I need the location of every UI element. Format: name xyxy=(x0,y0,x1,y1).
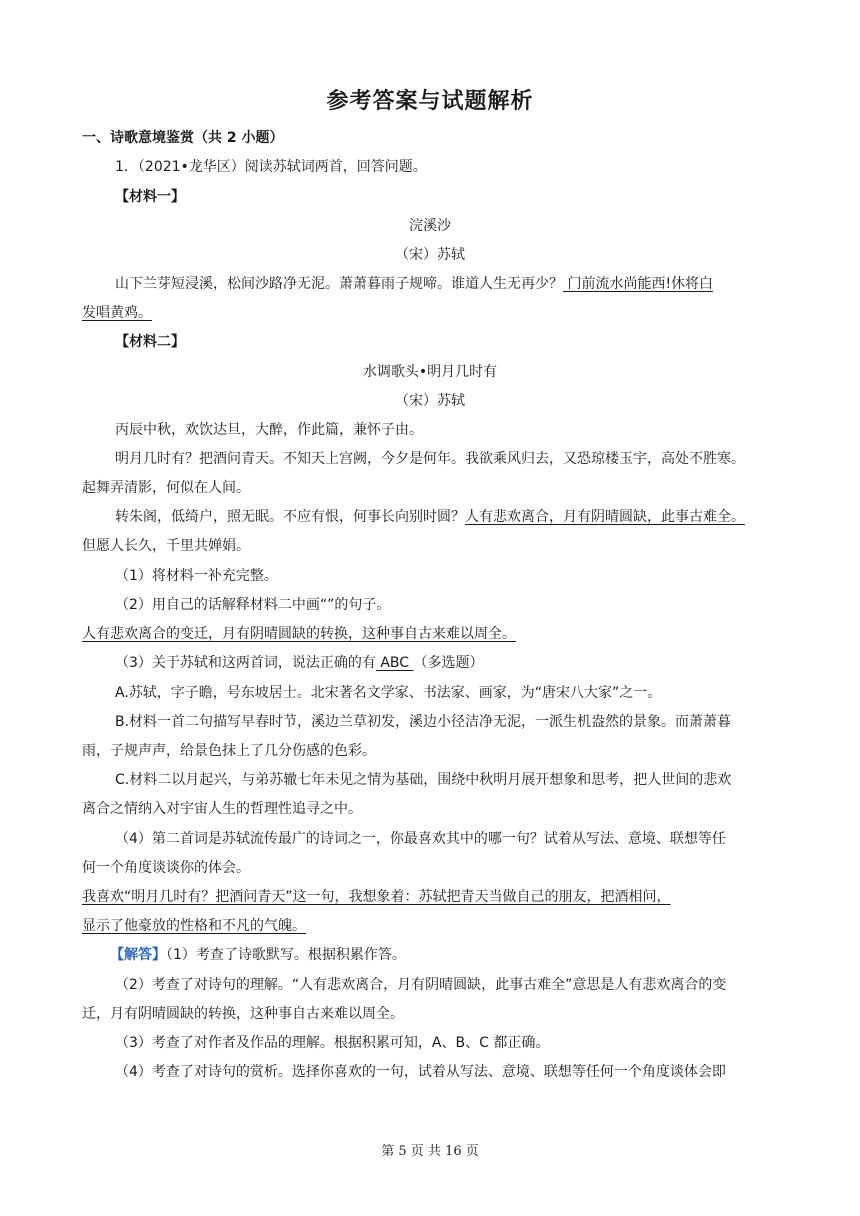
poem-1-fill-answer-cont: 发唱黄鸡。 xyxy=(82,305,152,321)
sub-question-4-line-2: 何一个角度谈谈你的体会。 xyxy=(82,860,250,876)
sub-question-4-answer-line-2 xyxy=(82,916,782,936)
poem-1-author: （宋）苏轼 xyxy=(395,247,465,263)
poem-1-text: 山下兰芽短浸溪，松间沙路净无泥。萧萧暮雨子规啼。谁道人生无再少？ xyxy=(115,276,563,292)
poem-2-author: （宋）苏轼 xyxy=(395,393,465,409)
poem-1-title: 浣溪沙 xyxy=(409,218,451,234)
poem-2-title: 水调歌头•明月几时有 xyxy=(362,364,498,380)
poem-2-underlined-sentence: 人有悲欢离合，月有阴晴圆缺，此事古难全。 xyxy=(465,509,745,525)
poem-1-fill-answer: 门前流水尚能西!休将白 xyxy=(563,276,714,292)
poem-2-preface: 丙辰中秋，欢饮达旦，大醉，作此篇，兼怀子由。 xyxy=(115,422,423,438)
solution-line-2a: （2）考查了对诗句的理解。“人有悲欢离合，月有阴晴圆缺，此事古难全”意思是人有悲欢离合的变 xyxy=(115,977,727,993)
page-title: 参考答案与试题解析 xyxy=(326,89,534,114)
solution-line-1 xyxy=(110,945,810,965)
sub-question-2-answer xyxy=(82,624,782,644)
option-c-line-1: C.材料二以月起兴，与弟苏辙七年未见之情为基础，围绕中秋明月展开想象和思考，把人世间的悲欢 xyxy=(115,772,732,788)
solution-line-2b: 迁，月有阴晴圆缺的转换，这种事自古来难以周全。 xyxy=(82,1006,404,1022)
sub-question-3-text: （3）关于苏轼和这两首词，说法正确的有 xyxy=(115,655,376,671)
option-b-line-2: 雨，子规声声，给景色抹上了几分伤感的色彩。 xyxy=(82,743,376,759)
sub-question-4-line-1: （4）第二首词是苏轼流传最广的诗词之一，你最喜欢其中的哪一句？试着从写法、意境、联想等任 xyxy=(115,831,726,847)
sub-question-3 xyxy=(115,653,815,673)
sub-question-4-answer-text-2: 显示了他豪放的性格和不凡的气魄。 xyxy=(82,918,306,934)
poem-1-line xyxy=(115,274,815,294)
poem-2-line-4: 但愿人长久，千里共婵娟。 xyxy=(82,538,250,554)
option-b-line-1: B.材料一首二句描写早春时节，溪边兰草初发，溪边小径洁净无泥，一派生机盎然的景象。而萧萧暮 xyxy=(115,714,732,730)
option-c-line-2: 离合之情纳入对宇宙人生的哲理性追寻之中。 xyxy=(82,801,362,817)
material-1-label: 【材料一】 xyxy=(115,189,185,205)
poem-2-line-2: 起舞弄清影，何似在人间。 xyxy=(82,480,250,496)
section-heading: 一、诗歌意境鉴赏（共 2 小题） xyxy=(82,130,284,146)
solution-line-3: （3）考查了对作者及作品的理解。根据积累可知，A、B、C 都正确。 xyxy=(115,1035,550,1051)
sub-question-2-answer-text: 人有悲欢离合的变迁，月有阴晴圆缺的转换，这种事自古来难以周全。 xyxy=(82,626,516,642)
sub-question-3-answer: ABC xyxy=(375,655,414,671)
solution-line-4: （4）考查了对诗句的赏析。选择你喜欢的一句，试着从写法、意境、联想等任何一个角度谈体会即 xyxy=(115,1064,726,1080)
poem-2-line-1: 明月几时有？把酒问青天。不知天上宫阙，今夕是何年。我欲乘风归去，又恐琼楼玉宇，高处不胜寒。 xyxy=(115,451,745,467)
sub-question-4-answer-text-1: 我喜欢“明月几时有？把酒问青天”这一句，我想象着：苏轼把青天当做自己的朋友，把酒相问， xyxy=(82,889,671,905)
poem-2-line-3 xyxy=(115,507,815,527)
sub-question-1: （1）将材料一补充完整。 xyxy=(115,568,278,584)
sub-question-2: （2）用自己的话解释材料二中画“”的句子。 xyxy=(115,597,391,613)
sub-question-4-answer-line-1 xyxy=(82,887,782,907)
option-a: A.苏轼，字子瞻，号东坡居士。北宋著名文学家、书法家、画家，为“唐宋八大家”之一。 xyxy=(115,685,662,701)
sub-question-3-note: （多选题） xyxy=(413,655,484,671)
poem-2-line-3-text: 转朱阁，低绮户，照无眠。不应有恨，何事长向别时圆？ xyxy=(115,509,465,525)
material-2-label: 【材料二】 xyxy=(115,334,185,350)
solution-label: 【解答】 xyxy=(110,947,166,963)
question-1-stem: 1．（2021•龙华区）阅读苏轼词两首，回答问题。 xyxy=(115,159,427,175)
poem-1-line-cont xyxy=(82,303,782,323)
solution-text-1: （1）考查了诗歌默写。根据积累作答。 xyxy=(166,947,406,963)
page-footer: 第 5 页 共 16 页 xyxy=(381,1144,479,1159)
